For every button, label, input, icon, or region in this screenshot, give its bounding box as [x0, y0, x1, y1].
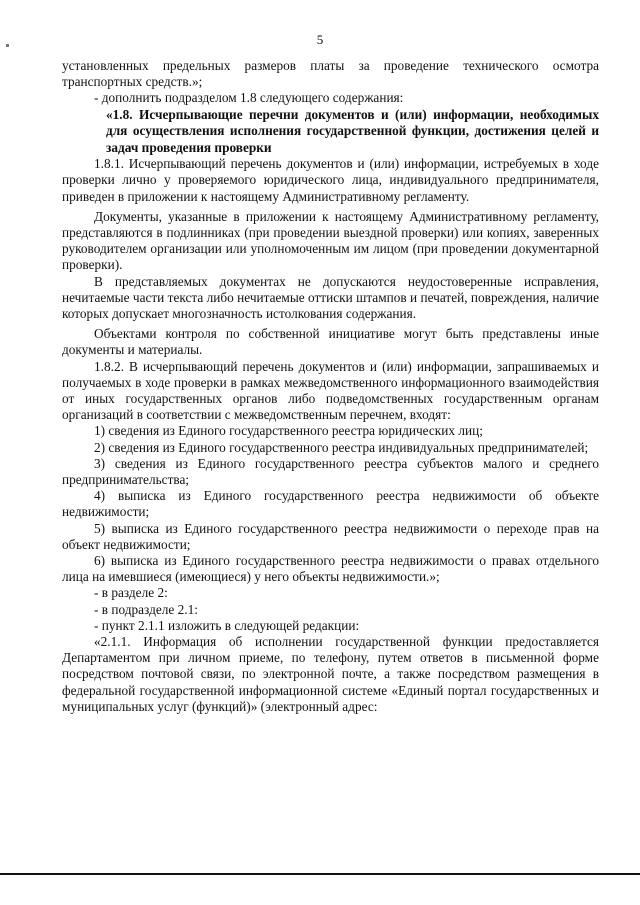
paragraph: 1.8.1. Исчерпывающий перечень документов и (или) информации, истребуемых в ходе проверки лично у проверяемого юридического лица, индивидуального предпринимателя, приведен в приложении к настоящему Административному регламенту. — [62, 156, 599, 204]
paragraph: «2.1.1. Информация об исполнении государственной функции предоставляется Департаментом при личном приеме, по телефону, путем ответов в письменной форме посредством почтовой связи, по электронной почте, а также посредством размещения в федеральной государственной информационной системе «Единый портал государственных и муниципальных услуг (функций)» (электронный адрес: — [62, 634, 599, 714]
list-item: 6) выписка из Единого государственного реестра недвижимости о правах отдельного лица на имевшиеся (имеющиеся) у него объекты недвижимости.»; — [62, 552, 599, 585]
paragraph: Объектами контроля по собственной инициативе могут быть представлены иные документы и материалы. — [62, 326, 599, 358]
paragraph: - в подразделе 2.1: — [94, 601, 198, 617]
list-item: 5) выписка из Единого государственного реестра недвижимости о переходе прав на объект недвижимости; — [62, 520, 599, 552]
paragraph: В представляемых документах не допускаются неудостоверенные исправления, нечитаемые части текста либо нечитаемые оттиски штампов и печатей, повреждения, наличие которых допускает многозначность истолкования содержания. — [62, 273, 599, 321]
list-item: 3) сведения из Единого государственного реестра субъектов малого и среднего предпринимательства; — [62, 455, 599, 487]
paragraph: Документы, указанные в приложении к настоящему Административному регламенту, представляются в подлинниках (при проведении выездной проверки) или копиях, заверенных руководителем организации или уполномоченным им лицом (при проведении документарной проверки). — [62, 208, 599, 273]
paragraph: установленных предельных размеров платы за проведение технического осмотра транспортных средств.»; — [62, 58, 599, 90]
list-item: 2) сведения из Единого государственного реестра индивидуальных предпринимателей; — [94, 439, 589, 455]
bottom-rule — [0, 873, 640, 875]
list-item: 4) выписка из Единого государственного реестра недвижимости об объекте недвижимости; — [62, 488, 599, 520]
list-item: 1) сведения из Единого государственного реестра юридических лиц; — [94, 423, 483, 439]
section-heading: «1.8. Исчерпывающие перечни документов и (или) информации, необходимых для осуществления исполнения государственной функции, достижения целей и задач проведения проверки — [106, 106, 599, 155]
paragraph: - пункт 2.1.1 изложить в следующей редакции: — [94, 617, 360, 633]
paragraph: - в разделе 2: — [94, 585, 168, 601]
page-number: 5 — [316, 32, 324, 47]
document-body — [62, 58, 599, 715]
paragraph: 1.8.2. В исчерпывающий перечень документов и (или) информации, запрашиваемых и получаемых в ходе проверки в рамках межведомственного информационного взаимодействия от иных государственных органов либо подведомственных государственным органам организаций в соответствии с межведомственным перечнем, входят: — [62, 358, 599, 423]
paragraph: - дополнить подразделом 1.8 следующего содержания: — [94, 90, 404, 106]
